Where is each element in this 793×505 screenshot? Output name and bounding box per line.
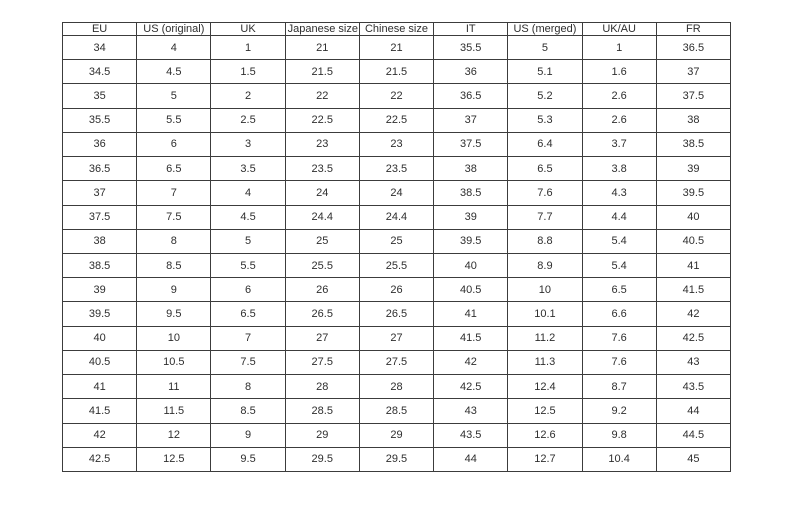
table-cell: 4 [211,181,285,205]
header-cell: UK [211,23,285,36]
table-row [63,157,731,181]
table-cell: 24 [359,181,433,205]
table-cell: 22.5 [285,108,359,132]
table-cell: 9.5 [211,447,285,471]
table-cell: 2 [211,84,285,108]
table-cell: 12.4 [508,375,582,399]
table-cell: 39.5 [63,302,137,326]
table-cell: 38 [63,229,137,253]
table-cell: 39 [656,157,730,181]
table-cell: 38.5 [63,253,137,277]
table-cell: 6.6 [582,302,656,326]
table-cell: 23 [285,132,359,156]
table-cell: 41.5 [434,326,508,350]
table-cell: 26 [359,278,433,302]
table-row [63,350,731,374]
header-cell: Chinese size [359,23,433,36]
table-cell: 43 [434,399,508,423]
table-row [63,447,731,471]
header-cell: FR [656,23,730,36]
table-cell: 24 [285,181,359,205]
table-cell: 36 [63,132,137,156]
table-cell: 1.5 [211,60,285,84]
table-cell: 41.5 [656,278,730,302]
table-cell: 1 [211,36,285,60]
table-cell: 27 [359,326,433,350]
table-cell: 7.7 [508,205,582,229]
table-cell: 28 [285,375,359,399]
table-cell: 7 [211,326,285,350]
table-cell: 5.5 [137,108,211,132]
table-cell: 43.5 [656,375,730,399]
table-cell: 39.5 [656,181,730,205]
table-cell: 23 [359,132,433,156]
table-cell: 12.7 [508,447,582,471]
table-cell: 22 [359,84,433,108]
table-cell: 41.5 [63,399,137,423]
table-cell: 36.5 [63,157,137,181]
table-cell: 26.5 [285,302,359,326]
table-cell: 24.4 [359,205,433,229]
table-row [63,36,731,60]
table-cell: 43.5 [434,423,508,447]
table-cell: 9.2 [582,399,656,423]
table-row [63,326,731,350]
table-cell: 5.1 [508,60,582,84]
table-cell: 6.5 [137,157,211,181]
table-cell: 10 [137,326,211,350]
table-cell: 12.5 [137,447,211,471]
table-cell: 8 [211,375,285,399]
table-cell: 7.5 [211,350,285,374]
table-cell: 5.4 [582,253,656,277]
table-cell: 7.6 [508,181,582,205]
table-cell: 42.5 [656,326,730,350]
table-cell: 9 [137,278,211,302]
table-cell: 40.5 [434,278,508,302]
table-cell: 26 [285,278,359,302]
table-cell: 4.5 [211,205,285,229]
table-cell: 36.5 [656,36,730,60]
shoe-size-conversion-table [62,22,731,472]
table-cell: 6.4 [508,132,582,156]
table-row [63,375,731,399]
table-row [63,399,731,423]
table-cell: 42 [656,302,730,326]
table-cell: 29 [285,423,359,447]
table-cell: 44 [656,399,730,423]
table-body [63,36,731,472]
table-cell: 1 [582,36,656,60]
table-cell: 6 [211,278,285,302]
table-cell: 8.9 [508,253,582,277]
table-cell: 9.8 [582,423,656,447]
table-cell: 11.3 [508,350,582,374]
table-cell: 2.5 [211,108,285,132]
table-cell: 41 [656,253,730,277]
table-cell: 5.5 [211,253,285,277]
table-cell: 29.5 [285,447,359,471]
table-row [63,108,731,132]
table-cell: 35.5 [63,108,137,132]
table-cell: 28 [359,375,433,399]
table-cell: 3.8 [582,157,656,181]
header-cell: UK/AU [582,23,656,36]
table-cell: 8 [137,229,211,253]
table-cell: 34.5 [63,60,137,84]
table-cell: 39.5 [434,229,508,253]
table-row [63,132,731,156]
table-cell: 42 [434,350,508,374]
table-cell: 39 [63,278,137,302]
table-cell: 6.5 [211,302,285,326]
header-cell: US (original) [137,23,211,36]
table-cell: 39 [434,205,508,229]
table-cell: 6.5 [508,157,582,181]
table-cell: 6 [137,132,211,156]
table-cell: 21 [359,36,433,60]
table-cell: 24.4 [285,205,359,229]
table-cell: 37.5 [434,132,508,156]
table-cell: 1.6 [582,60,656,84]
table-cell: 37 [63,181,137,205]
table-cell: 5 [211,229,285,253]
table-cell: 42 [63,423,137,447]
table-cell: 23.5 [285,157,359,181]
header-row [63,23,731,36]
table-container [62,22,731,472]
table-cell: 21 [285,36,359,60]
table-row [63,60,731,84]
table-row [63,181,731,205]
table-row [63,84,731,108]
table-cell: 44 [434,447,508,471]
table-cell: 8.5 [211,399,285,423]
table-cell: 23.5 [359,157,433,181]
table-cell: 45 [656,447,730,471]
table-cell: 12 [137,423,211,447]
table-cell: 3.5 [211,157,285,181]
table-cell: 5.4 [582,229,656,253]
table-cell: 29.5 [359,447,433,471]
table-cell: 8.8 [508,229,582,253]
table-cell: 29 [359,423,433,447]
table-cell: 38.5 [434,181,508,205]
table-cell: 43 [656,350,730,374]
table-cell: 42.5 [434,375,508,399]
table-cell: 10.5 [137,350,211,374]
table-cell: 7.6 [582,350,656,374]
table-cell: 38 [434,157,508,181]
table-cell: 4.4 [582,205,656,229]
table-cell: 11 [137,375,211,399]
table-cell: 25.5 [285,253,359,277]
table-cell: 4.3 [582,181,656,205]
table-cell: 38.5 [656,132,730,156]
table-cell: 11.5 [137,399,211,423]
table-cell: 37.5 [656,84,730,108]
table-cell: 28.5 [359,399,433,423]
header-cell: Japanese size [285,23,359,36]
table-row [63,423,731,447]
table-cell: 37.5 [63,205,137,229]
table-cell: 21.5 [285,60,359,84]
table-cell: 40 [434,253,508,277]
table-cell: 2.6 [582,108,656,132]
table-cell: 6.5 [582,278,656,302]
table-cell: 41 [434,302,508,326]
table-cell: 4.5 [137,60,211,84]
table-cell: 3.7 [582,132,656,156]
table-cell: 12.6 [508,423,582,447]
table-cell: 21.5 [359,60,433,84]
table-cell: 40.5 [656,229,730,253]
table-cell: 27.5 [285,350,359,374]
table-cell: 40.5 [63,350,137,374]
table-cell: 10.4 [582,447,656,471]
table-cell: 28.5 [285,399,359,423]
table-cell: 40 [63,326,137,350]
table-cell: 7 [137,181,211,205]
table-cell: 5 [137,84,211,108]
table-cell: 37 [434,108,508,132]
table-cell: 8.5 [137,253,211,277]
table-row [63,253,731,277]
table-cell: 5.3 [508,108,582,132]
table-cell: 5 [508,36,582,60]
table-cell: 35 [63,84,137,108]
table-cell: 27.5 [359,350,433,374]
table-cell: 2.6 [582,84,656,108]
table-row [63,229,731,253]
table-cell: 25.5 [359,253,433,277]
table-cell: 9.5 [137,302,211,326]
table-cell: 35.5 [434,36,508,60]
table-cell: 7.6 [582,326,656,350]
table-cell: 8.7 [582,375,656,399]
table-cell: 34 [63,36,137,60]
table-cell: 7.5 [137,205,211,229]
table-cell: 26.5 [359,302,433,326]
table-row [63,205,731,229]
table-cell: 9 [211,423,285,447]
table-cell: 42.5 [63,447,137,471]
table-cell: 25 [359,229,433,253]
table-cell: 41 [63,375,137,399]
table-cell: 10 [508,278,582,302]
table-cell: 4 [137,36,211,60]
table-cell: 10.1 [508,302,582,326]
table-cell: 27 [285,326,359,350]
header-cell: IT [434,23,508,36]
table-cell: 22 [285,84,359,108]
table-row [63,278,731,302]
table-row [63,302,731,326]
table-cell: 11.2 [508,326,582,350]
header-cell: EU [63,23,137,36]
header-cell: US (merged) [508,23,582,36]
table-cell: 36.5 [434,84,508,108]
table-header [63,23,731,36]
table-cell: 22.5 [359,108,433,132]
table-cell: 40 [656,205,730,229]
table-cell: 36 [434,60,508,84]
table-cell: 25 [285,229,359,253]
table-cell: 44.5 [656,423,730,447]
table-cell: 5.2 [508,84,582,108]
table-cell: 3 [211,132,285,156]
table-cell: 37 [656,60,730,84]
table-cell: 38 [656,108,730,132]
table-cell: 12.5 [508,399,582,423]
